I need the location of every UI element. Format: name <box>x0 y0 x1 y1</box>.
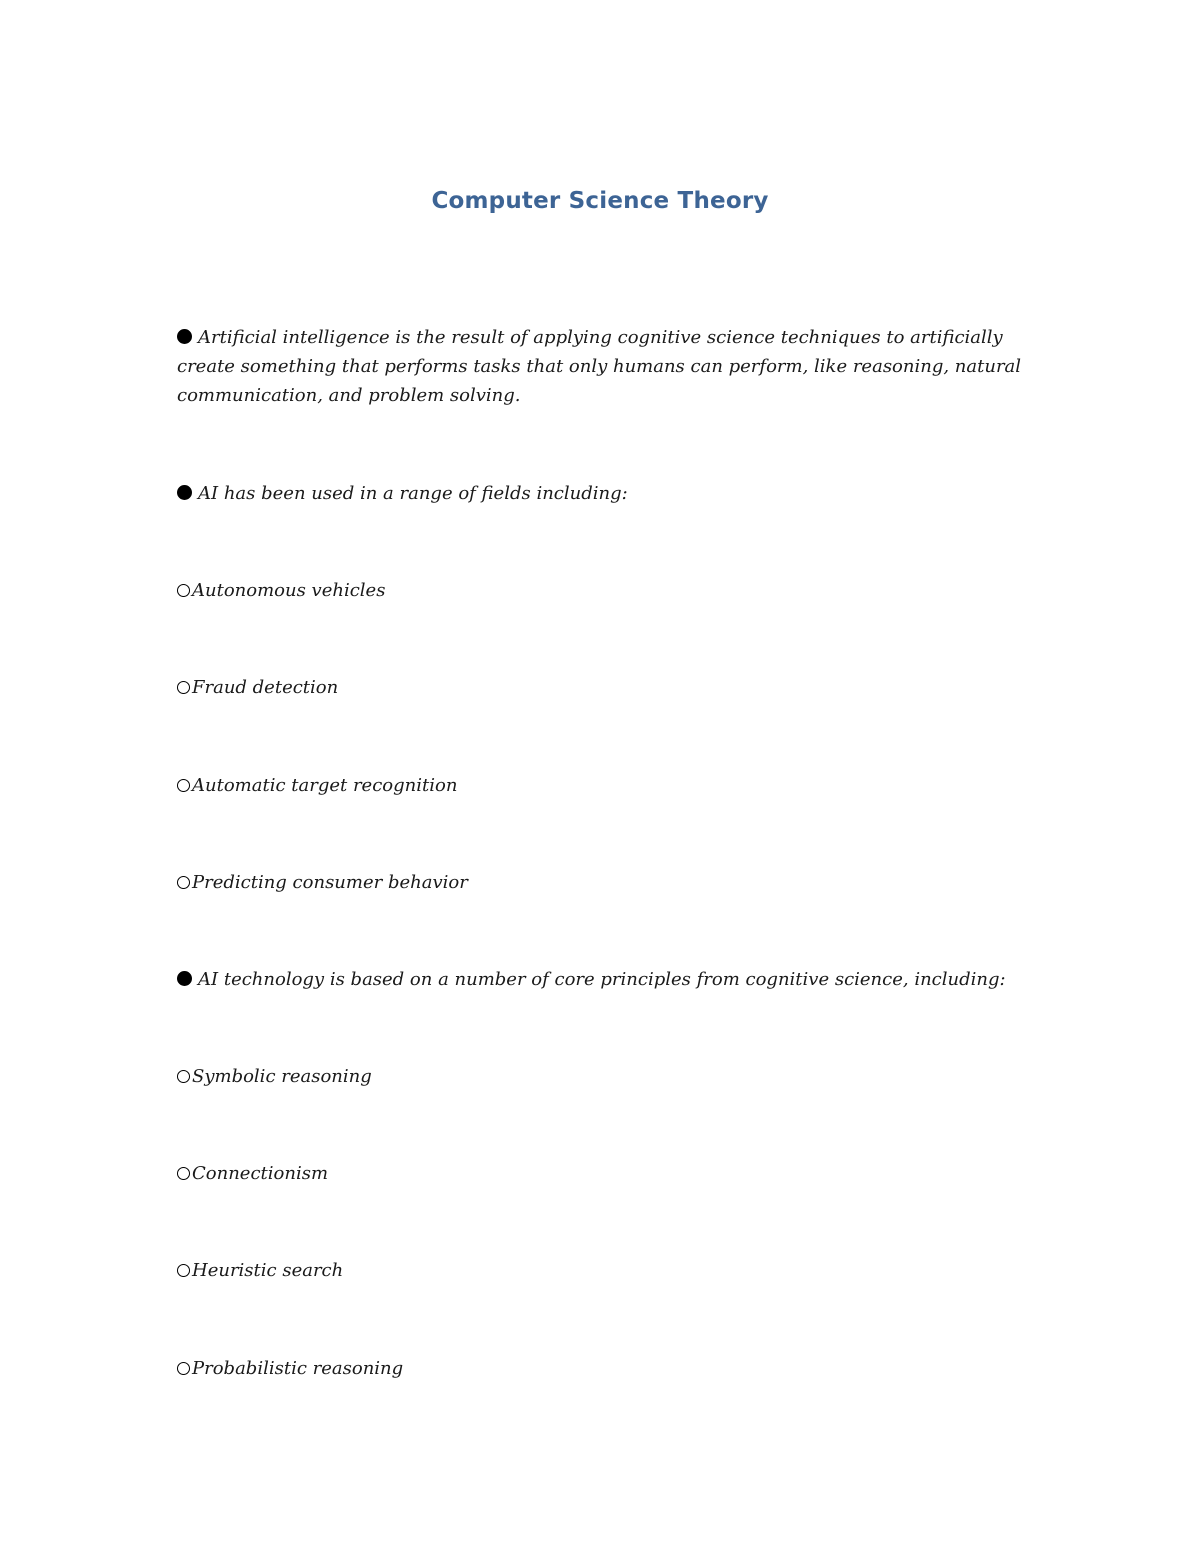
list-item-symbolic-reasoning: Symbolic reasoning <box>177 1062 1037 1091</box>
list-item-automatic-target-recognition: Automatic target recognition <box>177 771 1037 800</box>
list-item-fraud-detection: Fraud detection <box>177 673 1037 702</box>
list-item-connectionism: Connectionism <box>177 1159 1037 1188</box>
filled-circle-icon <box>177 485 192 500</box>
hollow-circle-icon <box>177 584 190 597</box>
paragraph-ai-principles: AI technology is based on a number of core principles from cognitive science, including: <box>177 965 1037 994</box>
hollow-circle-icon <box>177 1070 190 1083</box>
paragraph-ai-definition-line-3: communication, and problem solving. <box>177 385 521 406</box>
hollow-circle-icon <box>177 681 190 694</box>
filled-circle-icon <box>177 329 192 344</box>
paragraph-ai-fields: AI has been used in a range of fields including: <box>177 479 1037 508</box>
document-title: Computer Science Theory <box>431 188 769 214</box>
filled-circle-icon <box>177 971 192 986</box>
paragraph-ai-definition-line-1: Artificial intelligence is the result of applying cognitive science techniques to artificially <box>177 323 1037 352</box>
hollow-circle-icon <box>177 876 190 889</box>
list-item-probabilistic-reasoning: Probabilistic reasoning <box>177 1354 1037 1383</box>
list-item-heuristic-search: Heuristic search <box>177 1256 1037 1285</box>
hollow-circle-icon <box>177 779 190 792</box>
hollow-circle-icon <box>177 1264 190 1277</box>
list-item-autonomous-vehicles: Autonomous vehicles <box>177 576 1037 605</box>
paragraph-ai-definition-line-2: create something that performs tasks that only humans can perform, like reasoning, natural <box>177 356 1022 377</box>
hollow-circle-icon <box>177 1167 190 1180</box>
hollow-circle-icon <box>177 1362 190 1375</box>
list-item-predicting-consumer-behavior: Predicting consumer behavior <box>177 868 1037 897</box>
